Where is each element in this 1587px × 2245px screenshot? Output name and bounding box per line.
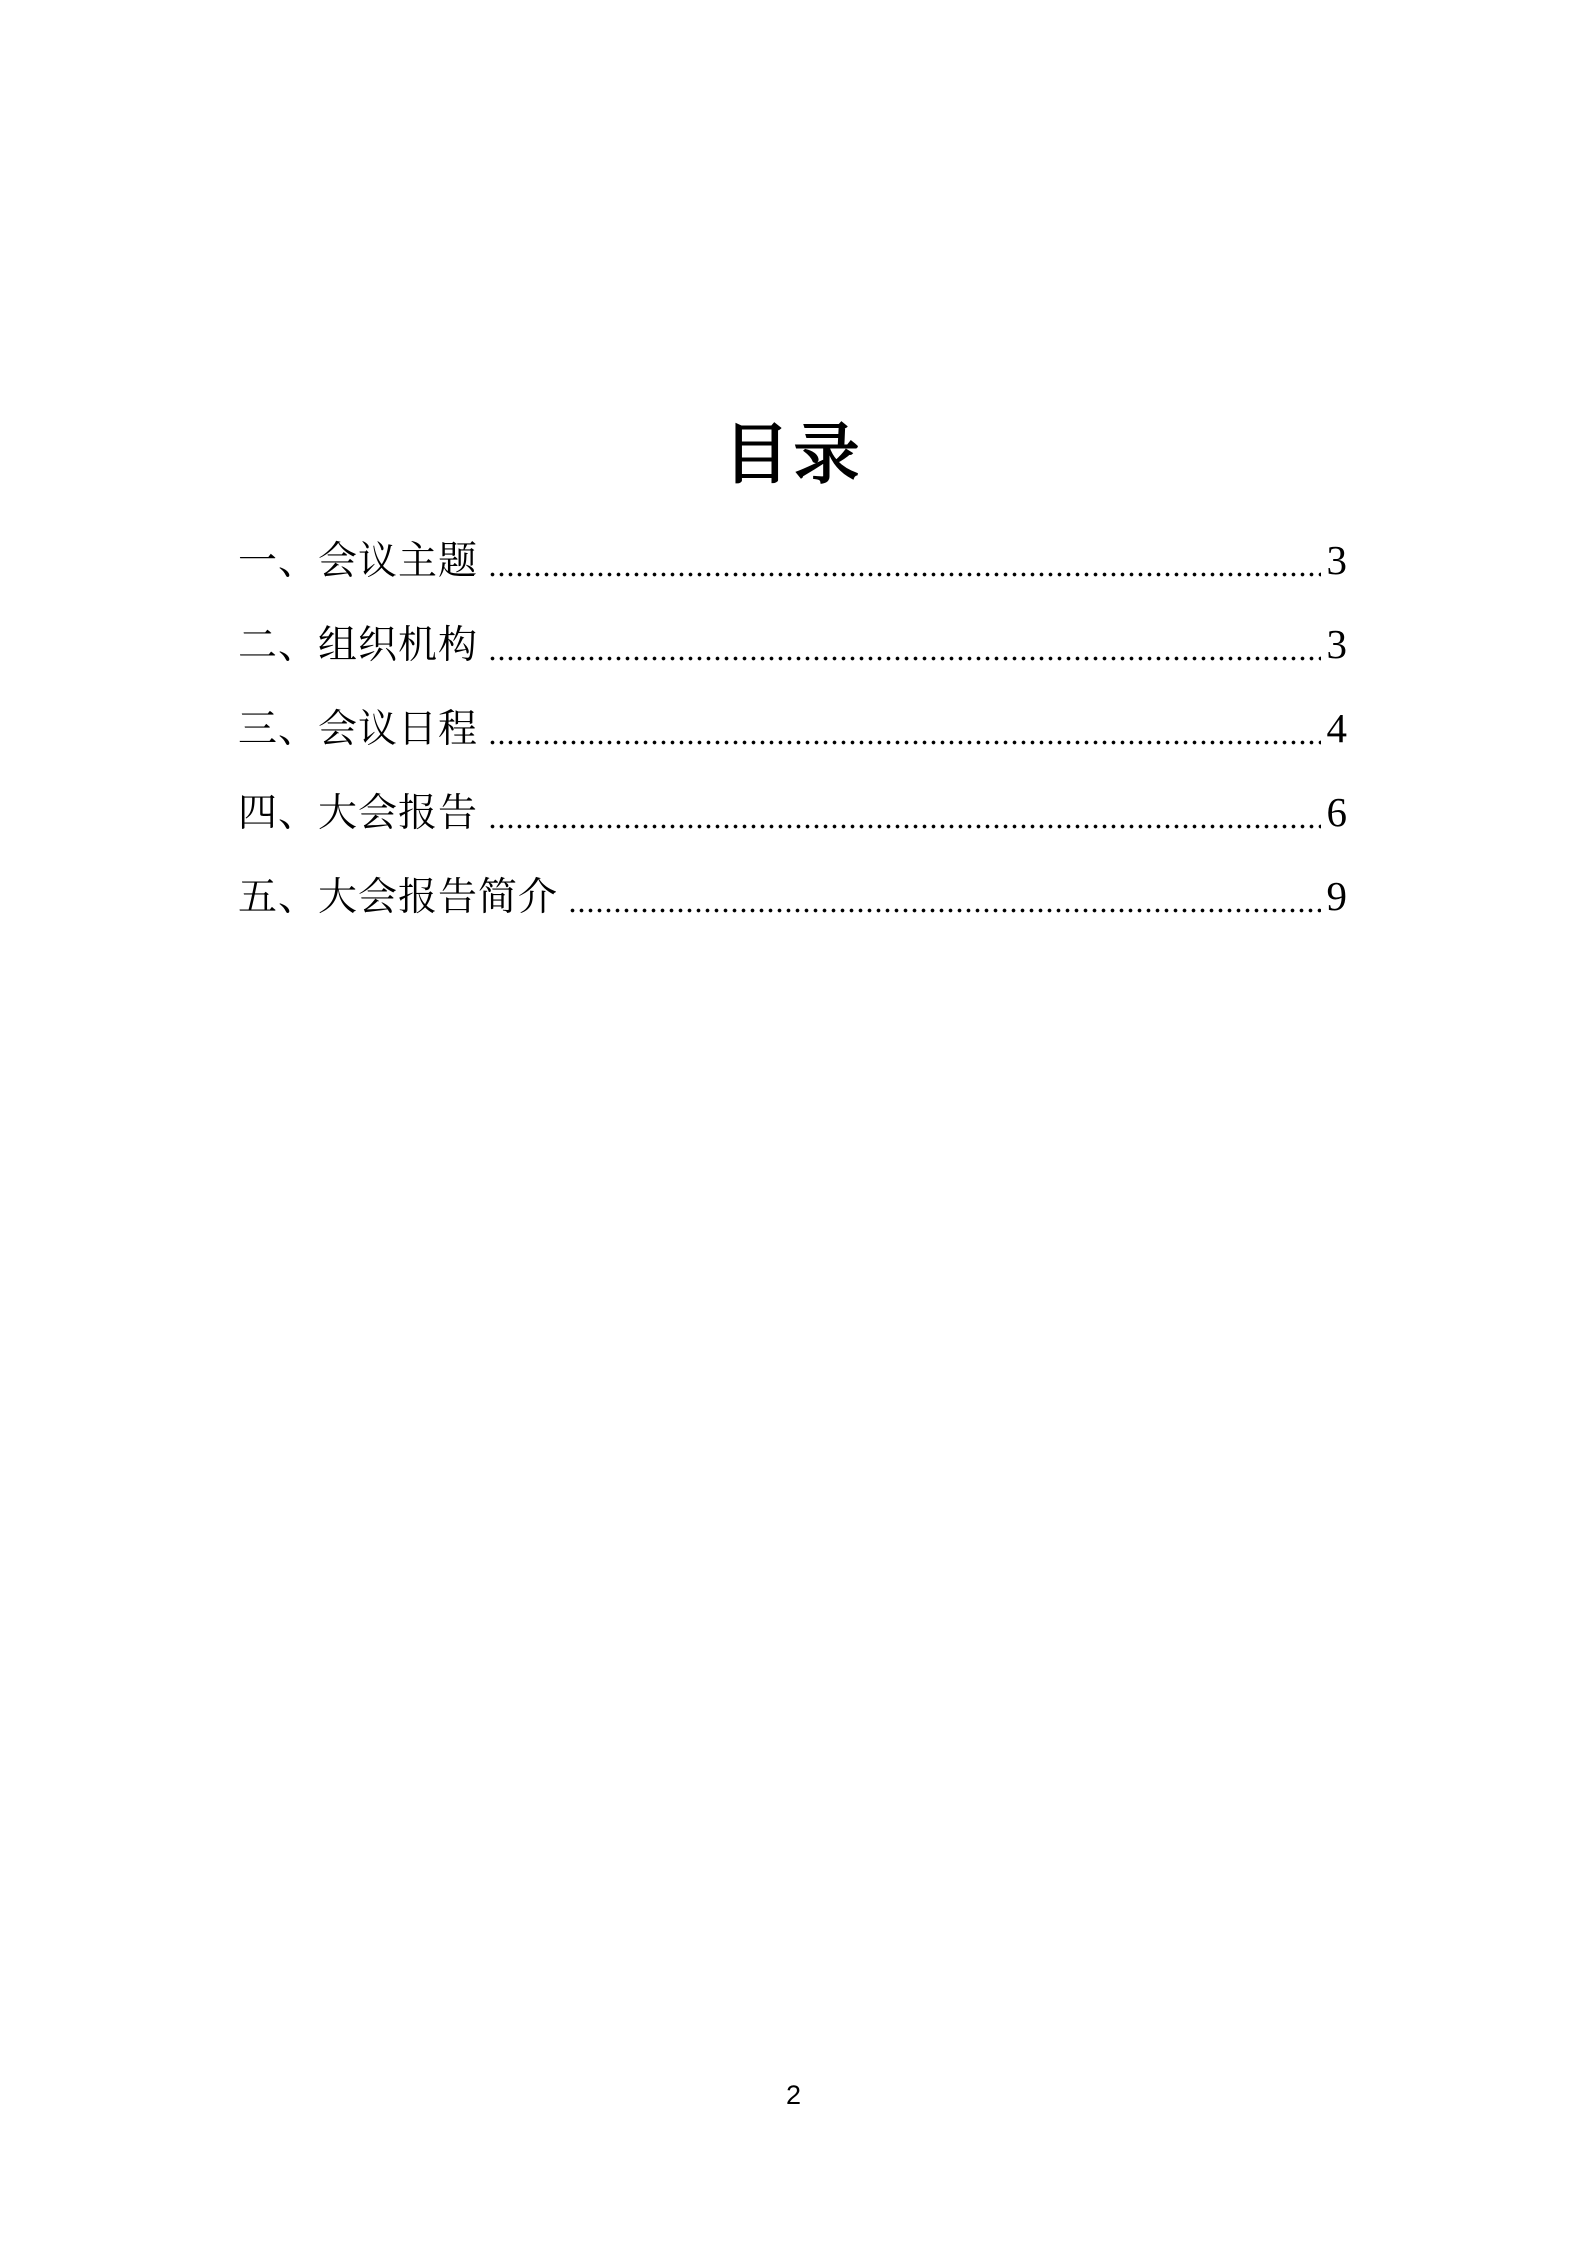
toc-entry-label: 一、会议主题	[238, 540, 479, 583]
toc-entry-organization[interactable]	[238, 622, 1347, 668]
toc-entry-meeting-schedule[interactable]	[238, 706, 1347, 752]
toc-entry-meeting-theme[interactable]	[238, 538, 1347, 584]
toc-entry-label: 三、会议日程	[238, 708, 479, 751]
dot-leader	[488, 538, 1320, 584]
table-of-contents	[238, 538, 1347, 958]
toc-entry-page-number: 3	[1326, 537, 1347, 583]
toc-title: 目录	[723, 419, 864, 492]
dot-leader	[488, 622, 1320, 668]
toc-entry-label: 二、组织机构	[238, 624, 479, 667]
toc-entry-label: 五、大会报告简介	[238, 876, 559, 919]
dot-leader	[488, 790, 1320, 836]
page-number-footer: 2	[785, 2080, 802, 2110]
toc-entry-conference-reports[interactable]	[238, 790, 1347, 836]
toc-entry-page-number: 3	[1326, 621, 1347, 667]
toc-entry-page-number: 6	[1326, 789, 1347, 835]
dot-leader	[488, 706, 1320, 752]
toc-entry-report-introductions[interactable]	[238, 874, 1347, 920]
dot-leader	[568, 874, 1320, 920]
toc-entry-label: 四、大会报告	[238, 792, 479, 835]
toc-entry-page-number: 9	[1326, 873, 1347, 919]
toc-entry-page-number: 4	[1326, 705, 1347, 751]
